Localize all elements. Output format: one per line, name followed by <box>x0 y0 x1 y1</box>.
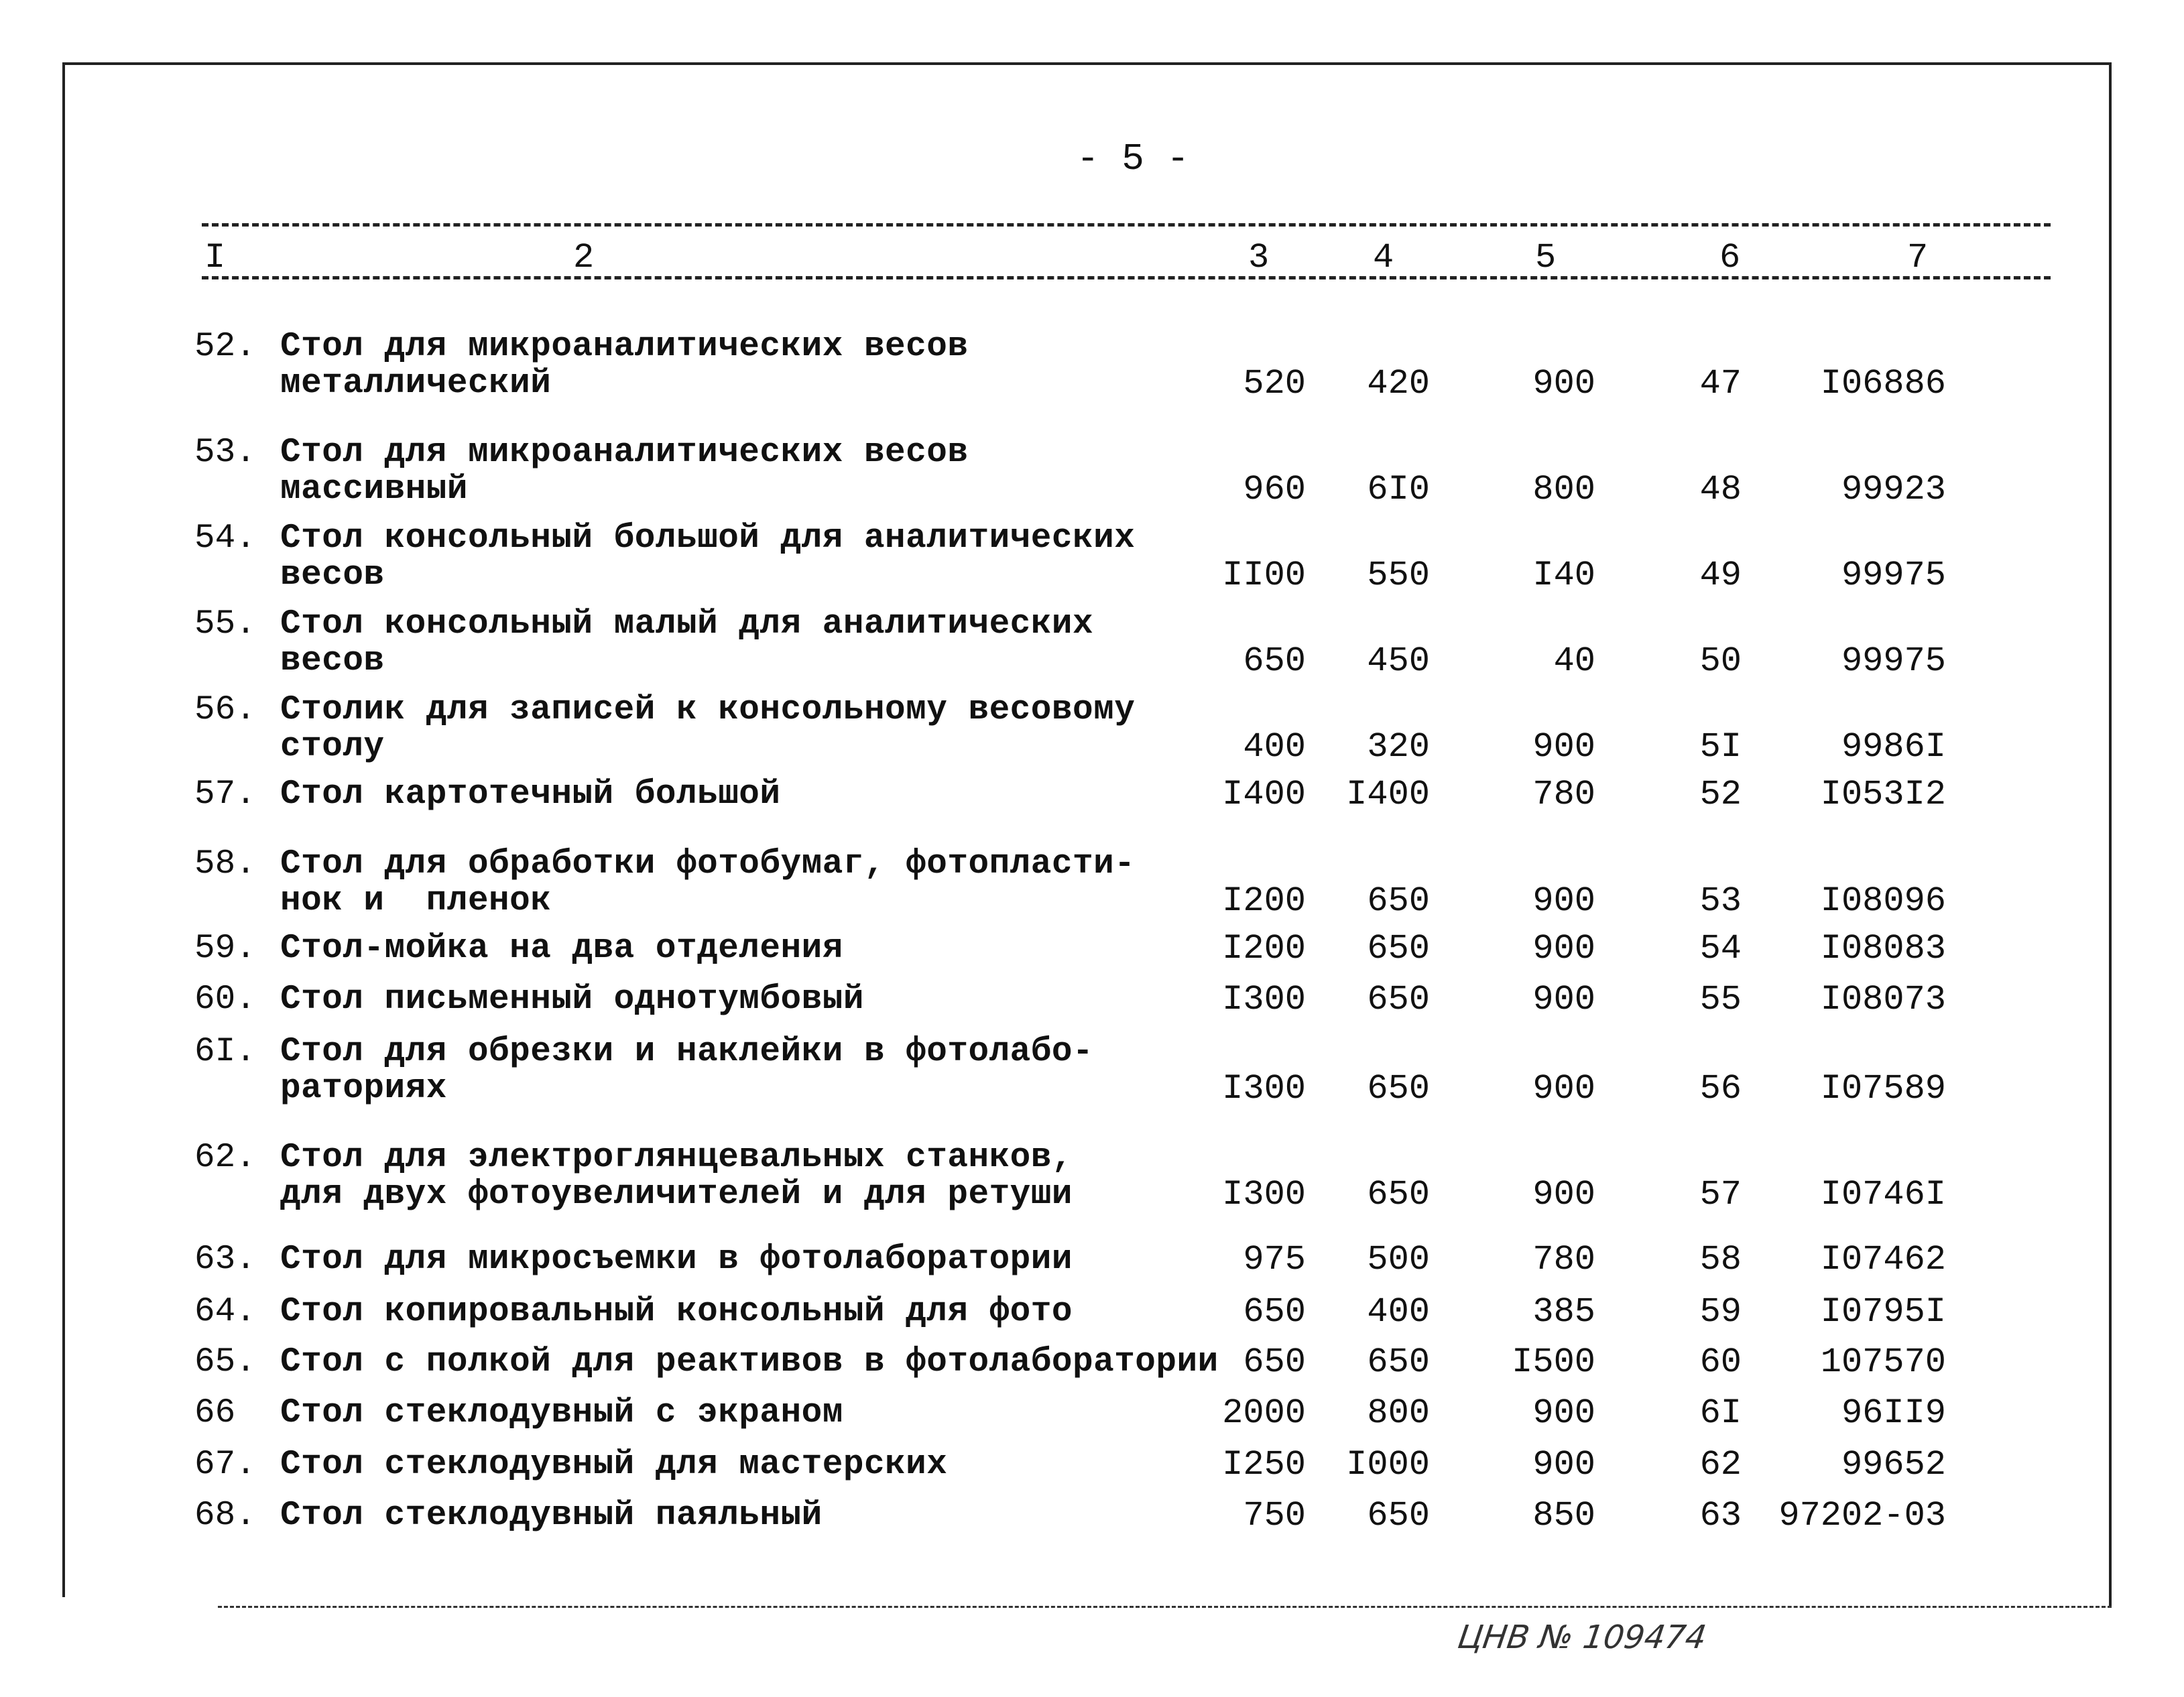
column-7-value: I06886 <box>1820 364 1946 403</box>
column-3-value: 650 <box>1243 1342 1306 1382</box>
column-3-value: I250 <box>1222 1445 1306 1485</box>
row-number: 66 <box>194 1394 236 1432</box>
column-5-value: 900 <box>1532 364 1595 403</box>
item-description <box>280 520 1135 594</box>
column-7-value: 99923 <box>1841 470 1946 509</box>
column-6-value: 50 <box>1699 641 1742 681</box>
column-4-value: I000 <box>1346 1445 1430 1485</box>
column-6-value: 49 <box>1699 556 1742 595</box>
description-line: нок и пленок <box>280 882 552 920</box>
column-4-value: 650 <box>1367 1342 1430 1382</box>
column-6-value: 54 <box>1699 929 1742 968</box>
column-7-value: I0746I <box>1820 1175 1946 1214</box>
item-description <box>280 930 843 967</box>
column-3-value: 960 <box>1243 470 1306 509</box>
column-5-value: 900 <box>1532 929 1595 968</box>
column-4-value: 650 <box>1367 881 1430 921</box>
column-3-value: 750 <box>1243 1496 1306 1535</box>
column-6-value: 53 <box>1699 881 1742 921</box>
column-7-value: 107570 <box>1820 1342 1946 1382</box>
column-7-value: 9986I <box>1841 727 1946 767</box>
column-4-value: 800 <box>1367 1393 1430 1433</box>
column-7-value: I07462 <box>1820 1240 1946 1279</box>
column-6-value: 52 <box>1699 775 1742 814</box>
header-top-rule <box>202 223 2051 227</box>
column-4-value: 500 <box>1367 1240 1430 1279</box>
column-5-value: 900 <box>1532 1069 1595 1109</box>
row-number: 62. <box>194 1139 256 1177</box>
column-6-value: 5I <box>1699 727 1742 767</box>
item-description <box>280 434 968 508</box>
column-5-value: 780 <box>1532 1240 1595 1279</box>
column-3-value: I400 <box>1222 775 1306 814</box>
column-4-value: 650 <box>1367 1175 1430 1214</box>
column-7-value: I07589 <box>1820 1069 1946 1109</box>
description-line: Стол для электроглянцевальных станков, <box>280 1139 1073 1177</box>
column-number-5: 5 <box>1535 238 1557 277</box>
column-4-value: 400 <box>1367 1292 1430 1332</box>
column-6-value: 47 <box>1699 364 1742 403</box>
frame-top-border <box>62 62 2112 65</box>
description-line: Стол стеклодувный паяльный <box>280 1497 823 1535</box>
item-description <box>280 981 864 1018</box>
column-7-value: 96II9 <box>1841 1393 1946 1433</box>
description-line: столу <box>280 728 385 766</box>
description-line: Стол для обрезки и наклейки в фотолабо- <box>280 1033 1094 1071</box>
column-3-value: 650 <box>1243 641 1306 681</box>
description-line: весов <box>280 642 385 680</box>
column-number-2: 2 <box>573 238 595 277</box>
description-line: Стол стеклодувный с экраном <box>280 1394 843 1432</box>
frame-right-border <box>2109 62 2112 1607</box>
row-number: 68. <box>194 1497 256 1535</box>
column-7-value: I053I2 <box>1820 775 1946 814</box>
column-4-value: I400 <box>1346 775 1430 814</box>
column-number-4: 4 <box>1373 238 1394 277</box>
description-line: Стол письменный однотумбовый <box>280 981 864 1019</box>
column-3-value: 2000 <box>1222 1393 1306 1433</box>
description-line: металлический <box>280 365 552 403</box>
column-number-6: 6 <box>1719 238 1741 277</box>
row-number: 58. <box>194 845 256 883</box>
column-5-value: I40 <box>1532 556 1595 595</box>
item-description <box>280 1294 1073 1330</box>
column-5-value: 900 <box>1532 727 1595 767</box>
column-5-value: 900 <box>1532 980 1595 1019</box>
column-7-value: 99652 <box>1841 1445 1946 1485</box>
column-4-value: 320 <box>1367 727 1430 767</box>
column-6-value: 48 <box>1699 470 1742 509</box>
column-6-value: 57 <box>1699 1175 1742 1214</box>
column-number-3: 3 <box>1248 238 1270 277</box>
column-7-value: I08073 <box>1820 980 1946 1019</box>
column-6-value: 58 <box>1699 1240 1742 1279</box>
column-5-value: 385 <box>1532 1292 1595 1332</box>
description-line: Стол консольный малый для аналитических <box>280 605 1094 643</box>
column-3-value: 975 <box>1243 1240 1306 1279</box>
description-line: Стол копировальный консольный для фото <box>280 1293 1073 1331</box>
frame-bottom-border <box>218 1606 2112 1608</box>
column-4-value: 650 <box>1367 929 1430 968</box>
column-3-value: 650 <box>1243 1292 1306 1332</box>
frame-left-border <box>62 62 65 1597</box>
inventory-stamp: ЦНВ № 109474 <box>1455 1619 1709 1656</box>
item-description <box>280 1344 1219 1381</box>
row-number: 57. <box>194 775 256 814</box>
column-3-value: I200 <box>1222 929 1306 968</box>
description-line: Стол для микроаналитических весов <box>280 434 969 472</box>
column-5-value: 40 <box>1553 641 1595 681</box>
column-6-value: 56 <box>1699 1069 1742 1109</box>
column-6-value: 63 <box>1699 1496 1742 1535</box>
column-5-value: 780 <box>1532 775 1595 814</box>
column-6-value: 62 <box>1699 1445 1742 1485</box>
item-description <box>280 1395 843 1432</box>
description-line: Стол с полкой для реактивов в фотолаборатории <box>280 1343 1219 1381</box>
column-number-7: 7 <box>1907 238 1929 277</box>
item-description <box>280 1139 1073 1213</box>
description-line: Стол картотечный большой <box>280 775 781 814</box>
column-7-value: I08096 <box>1820 881 1946 921</box>
column-4-value: 420 <box>1367 364 1430 403</box>
column-7-value: 99975 <box>1841 641 1946 681</box>
description-line: раториях <box>280 1070 447 1108</box>
column-3-value: I200 <box>1222 881 1306 921</box>
row-number: 54. <box>194 519 256 558</box>
column-number-1: I <box>204 238 226 277</box>
row-number: 64. <box>194 1293 256 1331</box>
column-7-value: I0795I <box>1820 1292 1946 1332</box>
column-4-value: 6I0 <box>1367 470 1430 509</box>
item-description <box>280 606 1093 680</box>
description-line: Стол-мойка на два отделения <box>280 930 843 968</box>
row-number: 63. <box>194 1241 256 1279</box>
column-4-value: 650 <box>1367 1069 1430 1109</box>
row-number: 56. <box>194 691 256 729</box>
description-line: Столик для записей к консольному весовому <box>280 691 1136 729</box>
column-3-value: 520 <box>1243 364 1306 403</box>
item-description <box>280 776 781 813</box>
row-number: 65. <box>194 1343 256 1381</box>
item-description <box>280 328 968 402</box>
column-7-value: 99975 <box>1841 556 1946 595</box>
description-line: для двух фотоувеличителей и для ретуши <box>280 1176 1073 1214</box>
row-number: 59. <box>194 930 256 968</box>
column-7-value: I08083 <box>1820 929 1946 968</box>
description-line: Стол для обработки фотобумаг, фотопласти- <box>280 845 1136 883</box>
column-3-value: 400 <box>1243 727 1306 767</box>
description-line: Стол для микросъемки в фотолаборатории <box>280 1241 1073 1279</box>
column-5-value: I500 <box>1512 1342 1595 1382</box>
column-3-value: I300 <box>1222 980 1306 1019</box>
column-6-value: 55 <box>1699 980 1742 1019</box>
column-4-value: 450 <box>1367 641 1430 681</box>
description-line: Стол консольный большой для аналитических <box>280 519 1136 558</box>
column-5-value: 900 <box>1532 881 1595 921</box>
row-number: 6I. <box>194 1033 256 1071</box>
description-line: массивный <box>280 470 468 509</box>
page-number: - 5 - <box>1076 137 1190 180</box>
item-description <box>280 1033 1093 1107</box>
column-5-value: 900 <box>1532 1175 1595 1214</box>
item-description <box>280 1446 947 1483</box>
column-3-value: II00 <box>1222 556 1306 595</box>
column-4-value: 650 <box>1367 1496 1430 1535</box>
column-5-value: 850 <box>1532 1496 1595 1535</box>
item-description <box>280 846 1135 920</box>
column-5-value: 800 <box>1532 470 1595 509</box>
column-5-value: 900 <box>1532 1393 1595 1433</box>
row-number: 52. <box>194 328 256 366</box>
column-4-value: 550 <box>1367 556 1430 595</box>
row-number: 55. <box>194 605 256 643</box>
column-7-value: 97202-03 <box>1778 1496 1946 1535</box>
column-3-value: I300 <box>1222 1069 1306 1109</box>
column-6-value: 60 <box>1699 1342 1742 1382</box>
description-line: весов <box>280 556 385 594</box>
column-6-value: 59 <box>1699 1292 1742 1332</box>
row-number: 67. <box>194 1446 256 1484</box>
row-number: 53. <box>194 434 256 472</box>
column-3-value: I300 <box>1222 1175 1306 1214</box>
column-4-value: 650 <box>1367 980 1430 1019</box>
description-line: Стол для микроаналитических весов <box>280 328 969 366</box>
column-5-value: 900 <box>1532 1445 1595 1485</box>
item-description <box>280 1497 823 1534</box>
column-6-value: 6I <box>1699 1393 1742 1433</box>
header-bottom-rule <box>202 276 2051 279</box>
item-description <box>280 1241 1073 1278</box>
description-line: Стол стеклодувный для мастерских <box>280 1446 948 1484</box>
item-description <box>280 692 1135 765</box>
row-number: 60. <box>194 981 256 1019</box>
